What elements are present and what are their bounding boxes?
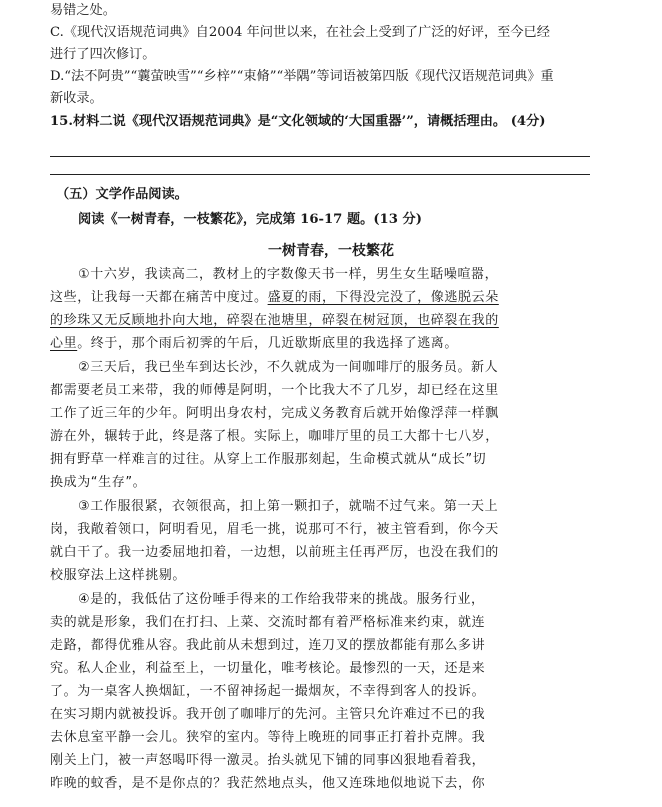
story-title: 一树青春，一枝繁花 (268, 243, 394, 259)
p4-line: 走路，都得优雅从容。我此前从未想到过，连刀叉的摆放都能有那么多讲 (50, 638, 486, 653)
p2-line: 换成为“生存”。 (50, 475, 147, 490)
p4-line: 昨晚的蚊香，是不是你点的？我茫然地点头，他又连珠地似地说下去，你 (50, 776, 486, 791)
p4-line: 在实习期内就被投诉。我开创了咖啡厅的先河。主管只允许难过不已的我 (50, 707, 486, 722)
p1-line2-text: 这些，让我每一天都在痛苦中度过。 (50, 290, 268, 305)
option-d-line2: 新收录。 (50, 91, 103, 106)
p3-line: ③工作服很紧，衣领很高，扣上第一颗扣子，就喘不过气来。第一天上 (78, 499, 499, 514)
p4-line: 去休息室平静一会儿。狭窄的室内。等待上晚班的同事正打着扑克牌。我 (50, 730, 486, 745)
option-c-line1: C.《现代汉语规范词典》自2004 年问世以来，在社会上受到了广泛的好评，至今已经 (50, 25, 550, 40)
p2-line: ②三天后，我已坐车到达长沙，不久就成为一间咖啡厅的服务员。新人 (78, 360, 499, 375)
question-15: 15.材料二说《现代汉语规范词典》是“文化领域的‘大国重器’”，请概括理由。 (4分) (50, 114, 546, 129)
p2-line: 都需要老员工来带，我的师傅是阿明，一个比我大不了几岁，却已经在这里 (50, 383, 499, 398)
p3-line: 就白干了。我一边委屈地扣着，一边想，以前班主任再严厉，也没在我们的 (50, 545, 499, 560)
p4-line: 了。为一桌客人换烟缸，一不留神扬起一撮烟灰，不幸得到客人的投诉。 (50, 684, 486, 699)
p2-line: 游在外，辗转于此，终是落了根。实际上，咖啡厅里的员工大都十七八岁， (50, 429, 499, 444)
p4-line: 究。私人企业，利益至上，一切量化，唯考核论。最惨烈的一天，还是来 (50, 661, 486, 676)
answer-line-2 (50, 174, 590, 175)
p2-line: 拥有野草一样难言的过往。从穿上工作服那刻起，生命模式就从“成长”切 (50, 452, 487, 467)
p1-line4-text: 。终于，那个雨后初霁的午后，几近歇斯底里的我选择了逃离。 (77, 336, 459, 351)
p3-line: 岗，我敞着领口，阿明看见，眉毛一挑，说那可不行，被主管看到，你今天 (50, 522, 499, 537)
section-title: （五）文学作品阅读。 (56, 187, 188, 202)
p4-line: ④是的，我低估了这份唾手得来的工作给我带来的挑战。服务行业， (78, 592, 485, 607)
answer-line-1 (50, 156, 590, 157)
reading-instruction: 阅读《一树青春，一枝繁花》，完成第 16-17 题。(13 分) (78, 212, 422, 227)
p1-line4 (50, 335, 610, 353)
p1-line3: 的珍珠又无反顾地扑向大地，碎裂在池塘里，碎裂在树冠顶，也碎裂在我的 (50, 313, 499, 328)
p1-line2 (50, 289, 610, 307)
p1-underlined-a: 盛夏的雨，下得没完没了，像逃脱云朵 (267, 290, 499, 305)
p1-underlined-b: 心里 (50, 336, 78, 351)
p3-line: 校服穿法上这样挑剔。 (50, 568, 187, 583)
p1-line1: ①十六岁，我读高二，教材上的字数像天书一样，男生女生聒噪喧嚣， (78, 267, 499, 282)
p2-line: 工作了近三年的少年。阿明出身农村，完成义务教育后就开始像浮萍一样飘 (50, 406, 499, 421)
option-d-line1: D.“法不阿贵”“蘘萤映雪”“乡梓”“束脩”“举隅”等词语被第四版《现代汉语规范词典》重 (50, 69, 554, 84)
top-fragment: 易错之处。 (50, 3, 116, 18)
p4-line: 卖的就是形象，我们在打扫、上菜、交流时都有着严格标准来约束，就连 (50, 615, 486, 630)
p4-line: 刚关上门，被一声怒喝吓得一激灵。抬头就见下铺的同事凶狠地看着我， (50, 753, 486, 768)
option-c-line2: 进行了四次修订。 (50, 47, 156, 62)
